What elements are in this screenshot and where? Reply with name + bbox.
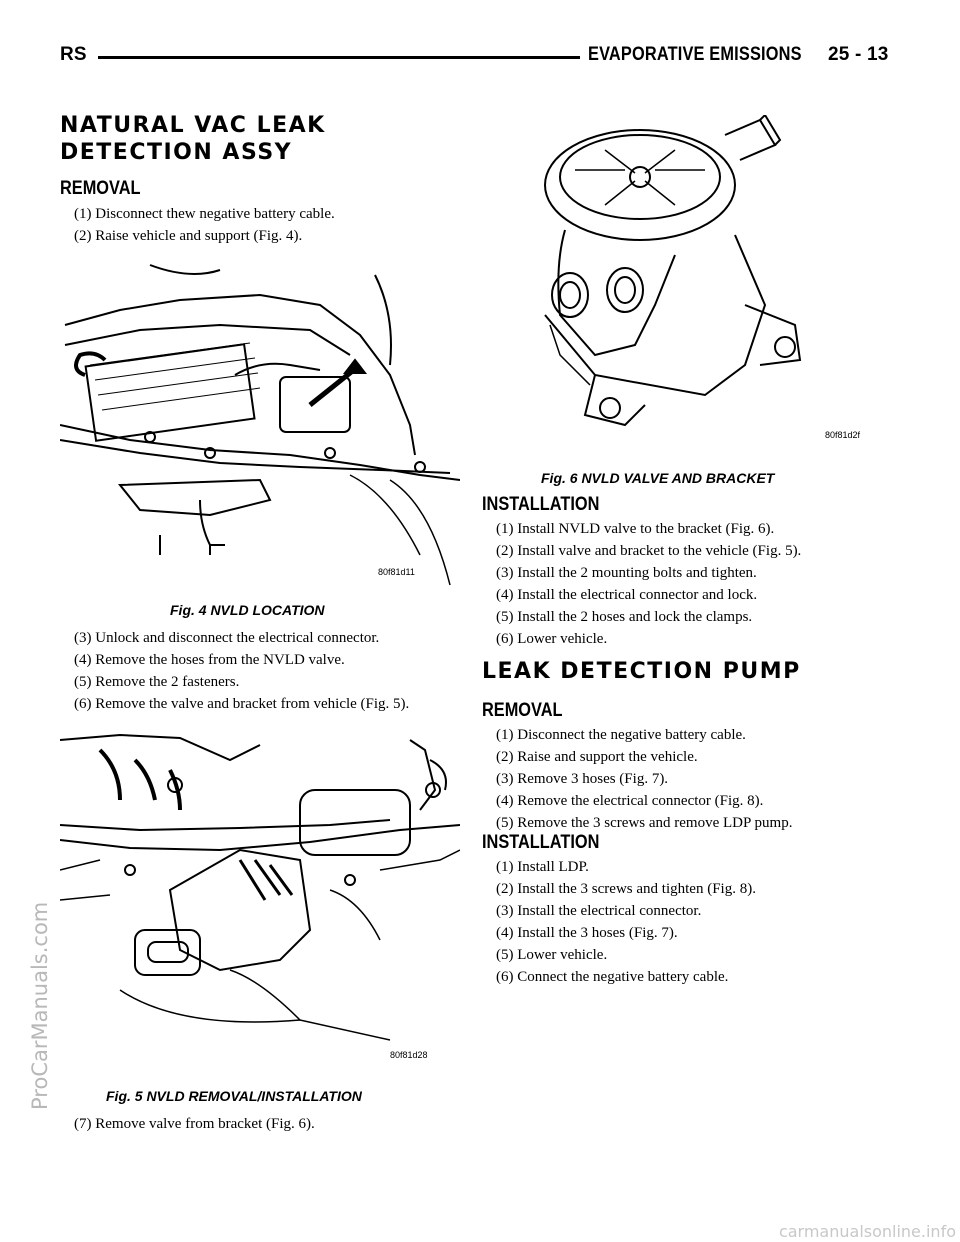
side-watermark: ProCarManuals.com — [28, 901, 52, 1110]
nvld-removal-heading: REMOVAL — [60, 178, 141, 199]
nvld-title-line1: NATURAL VAC LEAK — [60, 113, 326, 138]
fig5-illustration — [60, 730, 460, 1060]
step-item: (3) Unlock and disconnect the electrical connector. — [74, 630, 380, 646]
step-item: (3) Install the electrical connector. — [496, 903, 702, 919]
ldp-installation-heading: INSTALLATION — [482, 832, 600, 853]
step-item: (2) Raise vehicle and support (Fig. 4). — [74, 228, 303, 244]
fig4-caption: Fig. 4 NVLD LOCATION — [170, 602, 325, 618]
nvld-removal-steps-b — [58, 627, 458, 715]
nvld-title-line2: DETECTION ASSY — [60, 140, 293, 165]
step-item: (4) Install the electrical connector and lock. — [496, 587, 758, 603]
fig5-code: 80f81d28 — [390, 1050, 428, 1060]
step-item: (5) Lower vehicle. — [496, 947, 608, 963]
step-item: (5) Install the 2 hoses and lock the clamps. — [496, 609, 753, 625]
step-item: (6) Remove the valve and bracket from vehicle (Fig. 5). — [74, 696, 410, 712]
header-title: EVAPORATIVE EMISSIONS — [588, 44, 802, 65]
nvld-installation-steps — [480, 518, 880, 650]
step-item: (1) Disconnect thew negative battery cable. — [74, 206, 335, 222]
nvld-installation-heading: INSTALLATION — [482, 494, 600, 515]
step-item: (5) Remove the 3 screws and remove LDP pump. — [496, 815, 793, 831]
fig4-code: 80f81d11 — [378, 567, 415, 577]
ldp-removal-steps — [480, 724, 880, 834]
step-item: (4) Install the 3 hoses (Fig. 7). — [496, 925, 678, 941]
step-item: (3) Install the 2 mounting bolts and tighten. — [496, 565, 757, 581]
step-item: (2) Install the 3 screws and tighten (Fig. 8). — [496, 881, 756, 897]
step-item: (2) Install valve and bracket to the vehicle (Fig. 5). — [496, 543, 802, 559]
ldp-removal-heading: REMOVAL — [482, 700, 563, 721]
ldp-title: LEAK DETECTION PUMP — [482, 659, 801, 684]
fig6-caption: Fig. 6 NVLD VALVE AND BRACKET — [541, 470, 775, 486]
fig5-caption: Fig. 5 NVLD REMOVAL/INSTALLATION — [106, 1088, 362, 1104]
step-item: (1) Install LDP. — [496, 859, 589, 875]
nvld-title — [60, 112, 326, 166]
step-item: (6) Connect the negative battery cable. — [496, 969, 729, 985]
fig4-illustration — [60, 255, 460, 595]
step-item: (4) Remove the electrical connector (Fig. 8). — [496, 793, 764, 809]
footer-watermark: carmanualsonline.info — [778, 1222, 956, 1241]
step-item: (6) Lower vehicle. — [496, 631, 608, 647]
header-rule — [98, 56, 580, 59]
step-item: (2) Raise and support the vehicle. — [496, 749, 698, 765]
step-item: (1) Disconnect the negative battery cable. — [496, 727, 746, 743]
step-item: (4) Remove the hoses from the NVLD valve. — [74, 652, 345, 668]
fig6-illustration — [535, 115, 875, 455]
step-item: (5) Remove the 2 fasteners. — [74, 674, 240, 690]
ldp-installation-steps — [480, 856, 880, 988]
fig6-code: 80f81d2f — [825, 430, 861, 440]
step-item: (7) Remove valve from bracket (Fig. 6). — [74, 1116, 315, 1132]
step-item: (1) Install NVLD valve to the bracket (Fig. 6). — [496, 521, 775, 537]
header-section-code: RS — [60, 44, 87, 65]
header-page-number: 25 - 13 — [828, 44, 889, 65]
nvld-removal-step-c — [58, 1113, 458, 1135]
nvld-removal-steps-a — [58, 203, 458, 247]
step-item: (3) Remove 3 hoses (Fig. 7). — [496, 771, 669, 787]
